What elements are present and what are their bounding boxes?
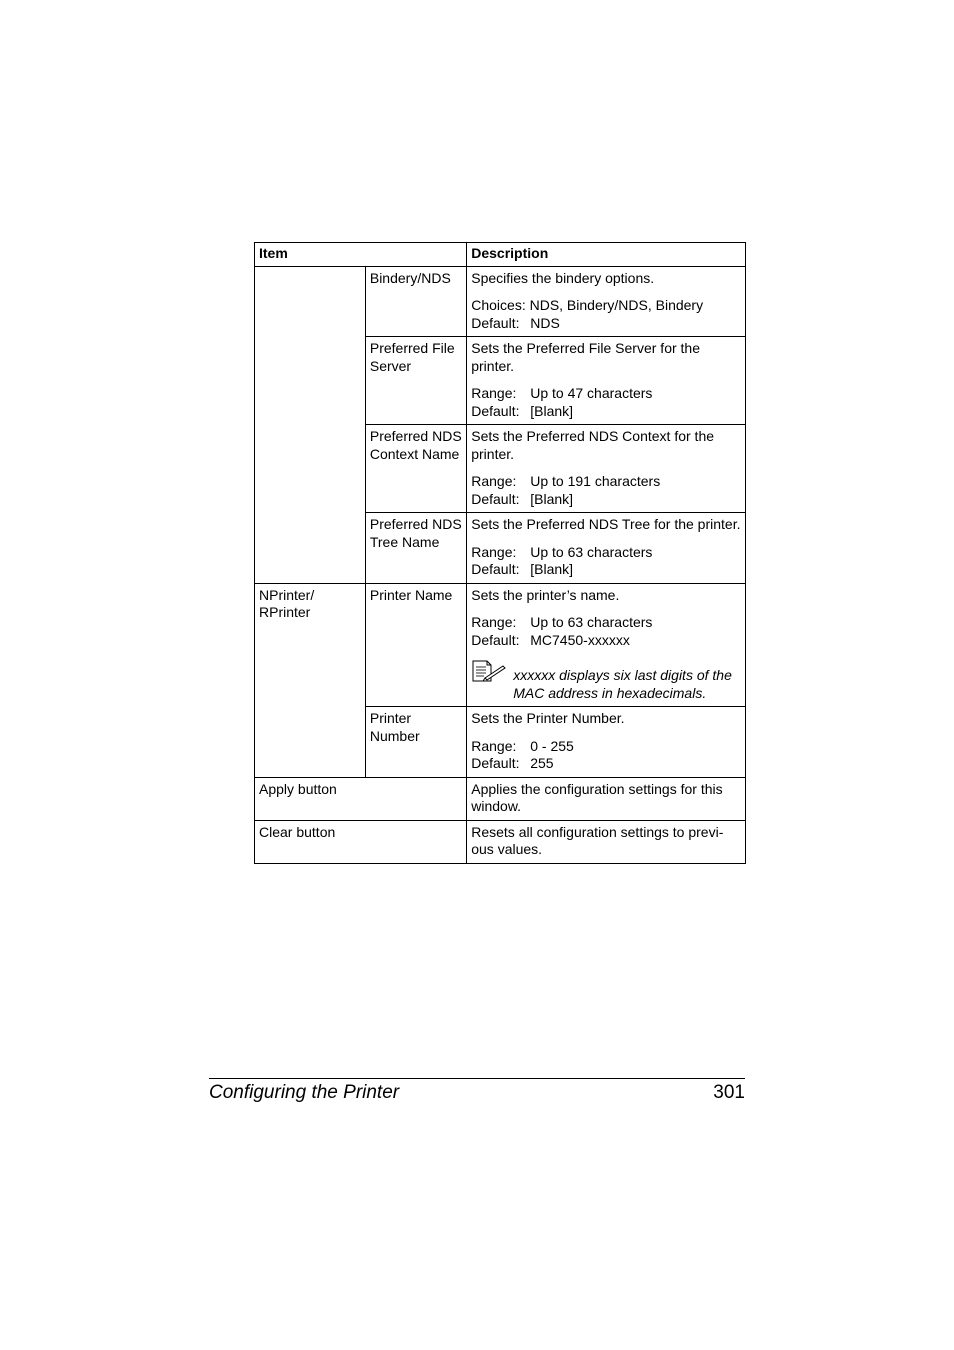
note-text: xxxxxx displays six last digits of the MAC address in hexadecimals.	[513, 667, 732, 701]
note-pen-icon	[471, 659, 507, 683]
table-row	[255, 820, 746, 863]
default-label: Default:	[471, 631, 520, 648]
default-value: [Blank]	[530, 561, 574, 577]
item-name-cell: Preferred NDS Tree Name	[365, 513, 466, 584]
item-name-cell: Printer Name	[365, 583, 466, 707]
choices-default-block	[471, 297, 741, 332]
range-line	[471, 738, 741, 756]
item-name-cell: Clear button	[255, 820, 467, 863]
range-label: Range:	[471, 614, 517, 630]
description-cell: Applies the configuration settings for this window.	[467, 777, 746, 820]
default-line	[471, 561, 741, 579]
default-line	[471, 632, 741, 650]
settings-table	[254, 242, 746, 864]
default-value: 255	[530, 755, 554, 771]
range-value: Up to 47 characters	[530, 385, 653, 401]
description-cell	[467, 513, 746, 584]
description-text: Specifies the bindery options.	[471, 269, 655, 286]
group-cell-nprinter: NPrinter/ RPrinter	[255, 583, 366, 777]
footer-title: Configuring the Printer	[209, 1082, 400, 1103]
range-line	[471, 473, 741, 491]
description-cell	[467, 583, 746, 707]
range-default-block	[471, 738, 741, 773]
default-line	[471, 755, 741, 773]
range-default-block	[471, 473, 741, 508]
table-header-row	[255, 243, 746, 267]
header-item: Item	[255, 243, 467, 267]
table-row	[255, 777, 746, 820]
default-line	[471, 491, 741, 509]
range-default-block	[471, 544, 741, 579]
description-cell	[467, 707, 746, 778]
default-value: [Blank]	[530, 402, 574, 419]
range-value: Up to 63 characters	[530, 543, 653, 560]
description-text: Sets the printer’s name.	[471, 586, 620, 603]
group-cell-empty	[255, 266, 366, 583]
range-line	[471, 385, 741, 403]
description-text: Sets the Preferred NDS Context for the printer.	[471, 428, 715, 462]
range-value: Up to 191 characters	[530, 473, 661, 489]
default-value: MC7450-xxxxxx	[530, 631, 630, 648]
choices-label: Choices:	[471, 297, 526, 313]
range-label: Range:	[471, 385, 517, 401]
choices-value: NDS, Bindery/NDS, Bindery	[529, 297, 704, 313]
description-text: Sets the Printer Number.	[471, 710, 625, 726]
range-label: Range:	[471, 473, 517, 489]
default-label: Default:	[471, 755, 520, 771]
range-default-block	[471, 614, 741, 649]
default-line	[471, 315, 741, 333]
default-label: Default:	[471, 402, 520, 419]
item-name-cell: Apply button	[255, 777, 467, 820]
default-label: Default:	[471, 561, 520, 577]
range-value: 0 - 255	[530, 737, 574, 754]
footer-divider	[209, 1078, 745, 1079]
default-label: Default:	[471, 490, 520, 507]
item-name-cell: Bindery/NDS	[365, 266, 466, 337]
range-line	[471, 614, 741, 632]
description-text: Sets the Preferred NDS Tree for the printer.	[471, 516, 741, 532]
note-block	[471, 659, 741, 702]
default-line	[471, 403, 741, 421]
description-cell	[467, 425, 746, 513]
default-value: [Blank]	[530, 490, 574, 507]
item-name-cell: Printer Number	[365, 707, 466, 778]
description-cell	[467, 337, 746, 425]
table-row	[255, 583, 746, 707]
description-cell	[467, 266, 746, 337]
table-row	[255, 266, 746, 337]
default-label: Default:	[471, 314, 520, 331]
range-value: Up to 63 characters	[530, 614, 653, 630]
page-number: 301	[713, 1082, 745, 1103]
item-name-cell: Preferred NDS Context Name	[365, 425, 466, 513]
item-name-cell: Preferred File Server	[365, 337, 466, 425]
range-label: Range:	[471, 737, 517, 754]
description-cell: Resets all configuration settings to previ-ous values.	[467, 820, 746, 863]
range-line	[471, 544, 741, 562]
header-description: Description	[467, 243, 746, 267]
description-text: Sets the Preferred File Server for the printer.	[471, 340, 700, 374]
range-default-block	[471, 385, 741, 420]
default-value: NDS	[530, 314, 560, 331]
range-label: Range:	[471, 543, 517, 560]
